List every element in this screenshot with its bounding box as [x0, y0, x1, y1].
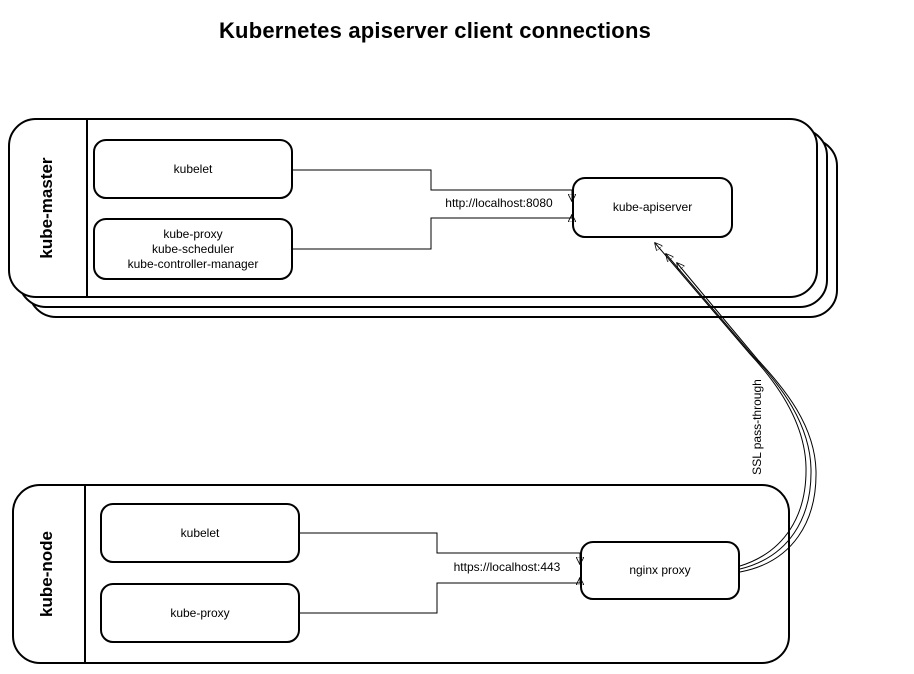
diagram-title: Kubernetes apiserver client connections — [218, 18, 652, 43]
kube-master-label: kube-master — [37, 157, 56, 259]
kube-proxy-box — [100, 583, 300, 643]
http-edge-label: http://localhost:8080 — [445, 196, 553, 210]
control-plane-line-1: kube-proxy — [163, 226, 223, 241]
kube-apiserver-box — [572, 177, 733, 238]
kubelet-box-node — [100, 503, 300, 563]
kube-apiserver-box-label: kube-apiserver — [612, 200, 693, 214]
kubelet-box-master — [93, 139, 293, 199]
kube-master-label-divider — [86, 120, 88, 296]
kubelet-box-master-label: kubelet — [173, 161, 213, 176]
control-plane-line-3: kube-controller-manager — [127, 256, 259, 271]
control-plane-line-2: kube-scheduler — [151, 241, 235, 256]
ssl-passthrough-label: SSL pass-through — [750, 379, 764, 475]
nginx-proxy-box — [580, 541, 740, 600]
nginx-proxy-box-label: nginx proxy — [629, 563, 691, 577]
kube-node-label-divider — [84, 486, 86, 662]
kube-node-label: kube-node — [37, 531, 56, 617]
https-edge-label: https://localhost:443 — [453, 560, 561, 574]
kube-proxy-box-label: kube-proxy — [170, 605, 230, 620]
kubelet-box-node-label: kubelet — [180, 525, 220, 540]
control-plane-box — [93, 218, 293, 280]
